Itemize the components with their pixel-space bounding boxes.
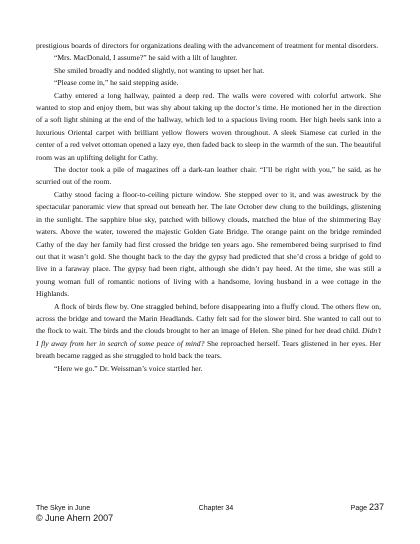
paragraph-8-italic: Didn’t I fly away from her in search of some peace of mind? bbox=[36, 326, 381, 348]
paragraph-1: prestigious boards of directors for organizations dealing with the advancement of treatment for mental disorders. bbox=[36, 41, 379, 50]
paragraph-9: “Here we go.” Dr. Weissman’s voice startled her. bbox=[54, 363, 203, 373]
paragraph-6: The doctor took a pile of magazines off a dark-tan leather chair. “I’ll be right with you,” he said, as he scurried out of the room. bbox=[36, 165, 381, 187]
copyright: © June Ahern 2007 bbox=[36, 513, 114, 523]
paragraph-3: She smiled broadly and nodded slightly, not wanting to upset her hat. bbox=[54, 65, 265, 75]
chapter-label: Chapter 34 bbox=[198, 505, 234, 512]
paragraph-8 bbox=[36, 301, 381, 363]
book-title: The Skye in June bbox=[36, 505, 91, 512]
page-number: 237 bbox=[368, 502, 384, 512]
paragraph-4: “Please come in,” he said stepping aside. bbox=[54, 78, 179, 88]
paragraph-7: Cathy stood facing a floor-to-ceiling picture window. She stepped over to it, and was awestruck by the spectacular panoramic view that spread out beneath her. The late October dew clung to the buildings, glistening in the sunlight. The sapphire blue sky, patched with billowy clouds, matched the blue of the shimmering Bay waters. Above the water, towered the majestic Golden Gate Bridge. The orange paint on the bridge reminded Cathy of the day her family had first crossed the bridge ten years ago. She remembered being surprised to find out that it wasn’t gold. She thought back to the day the gypsy had predicted that she’d cross a bridge of gold to live in a faraway place. The gypsy had been right, although she didn’t pay heed. At the time, she was still a young woman full of romantic notions of living with a handsome, loving husband in a wee cottage in the Highlands. bbox=[36, 189, 381, 299]
paragraph-2: “Mrs. MacDonald, I assume?” he said with a lilt of laughter. bbox=[54, 53, 238, 63]
paragraph-8-tail: She reproached herself. Tears glistened in her eyes. Her breath became ragged as she struggled to hold back the tears. bbox=[36, 338, 382, 361]
page-indicator bbox=[256, 502, 384, 512]
page-label: Page bbox=[350, 505, 368, 512]
page-footer bbox=[36, 502, 384, 523]
paragraph-8-lead: A flock of birds flew by. One straggled behind, before disappearing into a fluffy cloud. The others flew on, across the bridge and toward the Marin Headlands. Cathy felt sad for the slower bird. She wanted to call out to the flock to wait. The birds and the clouds brought to her an image of Helen. She pined for her dead child. bbox=[36, 301, 381, 336]
body-text bbox=[36, 40, 381, 375]
paragraph-5: Cathy entered a long hallway, painted a deep red. The walls were covered with colorful artwork. She wanted to stop and enjoy them, but was shy about taking up the doctor’s time. He motioned her in the direction of a soft light shining at the end of the hallway, which led to a spacious living room. Her high heels sank into a luxurious Oriental carpet with brilliant yellow flowers woven throughout. A sleek Siamese cat curled in the center of a red velvet ottoman opened a lazy eye, then faded back to sleep in the warmth of the sun. The beautiful room was an uplifting delight for Cathy. bbox=[36, 90, 381, 162]
